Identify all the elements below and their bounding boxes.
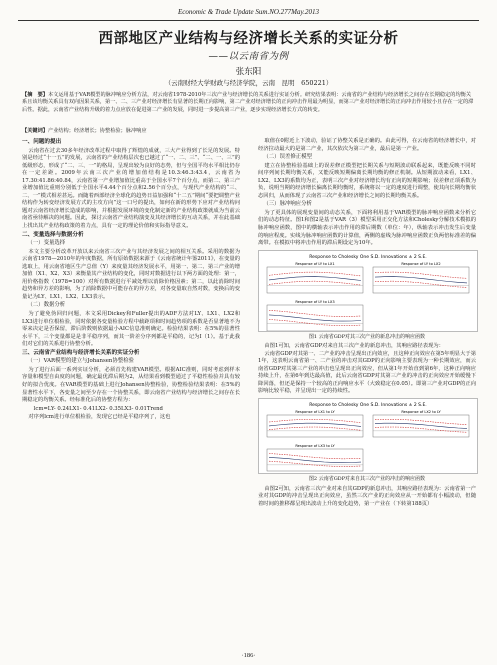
paragraph: 云南省在过去30多年经济改革过程中取得了辉煌的成就，三大产业得到了长足的发展。特别是经过“十一五”的发展，云南省的产业结构层次也已越过了“一、二、三”、“二、一、三”的低级形态，形成了“二、三、一”的格局，呈现出较为良好的态势，但与全国平均水平相比仍存在一定差距。2009年云南三次产业的增加值结构是10.3:46.3:43.4，云南省为17.30:41.86:40.84，云南省第一产业增加值比重高于全国水平7个百分点，而第二、第三产业增加值比重则分别低于全国水平4.44个百分点和2.56个百分点，与现代产业结构的“三、二、一”模式相差甚远。而随着西部经济全球化的趋势日益加强和“十二五”期间“要把调整产业结构作为转变经济发展方式的主攻方向”这一口号的提出，如何在新的形势下应对产业结构问题对云南省经济增长造成的影响，并根据发展环境的变化制定新的产业结构政策就成为当前云南省亟待解决的问题。因此，探讨云南省产业结构演变及其经济增长的互动关系，并在此基础上找出其产业结构政策的着力点，具有一定的理论价值和实际指导意义。	[22, 147, 240, 230]
response-line	[269, 423, 361, 426]
panel-title: Response of LX3 to LY	[295, 444, 335, 449]
article-subtitle: ——以云南省为例	[208, 51, 289, 62]
section-heading: 一、问题的提出	[22, 139, 62, 145]
upper-band-line	[375, 419, 467, 424]
panel-frame	[373, 415, 469, 437]
response-line	[269, 315, 361, 321]
subsection-heading: （一）VAR模型的建立与Johansen协整检验	[27, 358, 134, 365]
panel-frame	[267, 267, 363, 293]
subsection-heading: （三）脉冲响应分析	[263, 201, 312, 208]
lower-band-line	[269, 461, 361, 466]
panel-frame	[267, 305, 363, 331]
right-column	[258, 138, 476, 508]
upper-band-line	[375, 272, 467, 278]
lower-band-line	[269, 281, 361, 285]
figure-title: Response to Cholesky One S.D. Innovations ± 2 S.E.	[309, 403, 427, 409]
figure-1-caption: 图1 云南省GDP对其三次产业的新息冲击的响应函数	[308, 333, 426, 340]
paragraph: 由图2可知，云南省三次产业对来自其GDP的新息冲击，其响应路径表现为：云南省第一产业对其GDP的冲击呈现出正向效应，虽然三次产业的正向效应从一开始都有小幅波动，但随着时间的推移都呈现出波动上升的变化趋势，第一产业在（下转第188页）	[258, 485, 476, 507]
abstract-text: 本文运用基于VAR模型的脉冲响应分析方法，对云南省1978-2010年三次产业与经济增长的关系进行实证分析。研究结果表明：云南省的产业结构与经济增长之间存在长期稳定的均衡关系且该均衡关系具有双向因果关系，第一、二、三产业对经济增长有显著的长期正向影响，第二产业对经济增长的正向冲击作用最为明显，而第三产业对经济增长的正向冲击作用较小且存在一定的滞后性。据此，云南省产业结构升级的着力点应放在促进第二产业的发展，同时进一步提高第三产业，逐步实现经济增长方式的转变。	[22, 92, 474, 113]
paragraph: 为了更具体的展现变量间的动态关系，下面将利用基于VAR模型的脉冲响应函数来分析它们的动态特征。图1和图2是基于VAR（3）模型采用正交化方法和Cholesky分解技术模拟的脉冲响应函数，图中的横轴表示冲击作用的滞后期数（单位：年），纵轴表示冲击发生后变量的响应程度。实线为脉冲响应函数的计算值，两侧的虚线为脉冲响应函数正负两倍标准差的偏离带。在模拟中将冲击作用的滞后期设定为10年。	[258, 209, 476, 247]
paragraph: 对序列lcm进行单位根检验，发现它已经是平稳序列了，这也	[28, 414, 171, 421]
panel-title: Response of LY to LX2	[401, 261, 441, 266]
response-line	[269, 457, 361, 462]
keywords-label: 【关键词】	[22, 128, 48, 134]
figure-title: Response to Cholesky One S.D. Innovations ± 2 S.E.	[309, 254, 427, 260]
subsection-heading: （二）误差修正模型	[263, 154, 312, 161]
figure-2-caption: 图2 云南省GDP对来自其三次产业的冲击的响应函数	[308, 476, 426, 483]
author-affiliation: （云南财经大学财政与经济学院，云南 昆明 650221）	[164, 79, 333, 87]
subsection-heading: （一）变量选择	[27, 240, 66, 247]
subsection-heading: （二）数据分析	[27, 302, 66, 309]
author-name: 张东阳	[235, 67, 262, 77]
abstract	[22, 92, 475, 114]
section-heading: 二、变量选择与数据分析	[22, 231, 84, 238]
lower-band-line	[269, 427, 361, 430]
upper-band-line	[269, 272, 361, 276]
panel-title: Response of LX2 to LY	[401, 410, 441, 415]
paragraph: 为了进行后面一系列实证分析，必须首先构建VAR模型。根据AIC准则，同时考虑到样本容量和模型自由度的问题，确定最优滞后期为2，从结果看到模型通过了平稳性检验并具有较好的拟合优度。在VAR模型的基础上进行Johansen协整检验，协整检验结果表明：在5%的显著性水平下，各变量之间至少存在一个协整关系，即云南省产业结构与经济增长之间存在长期稳定的均衡关系。经标准化后的协整方程为：	[22, 366, 240, 404]
abstract-label: 【摘 要】	[22, 92, 48, 98]
running-header: Economic & Trade Update Sum.NO.277May.2013	[18, 6, 479, 21]
panel-title: Response of LY to LX1	[295, 261, 335, 266]
figure-1	[258, 250, 478, 332]
article-title: 西部地区产业结构与经济增长关系的实证分析	[98, 31, 399, 47]
upper-band-line	[269, 419, 361, 422]
keywords	[22, 128, 475, 135]
panel-title: Response of LX1 to LY	[295, 410, 335, 415]
lower-band-line	[269, 319, 361, 325]
figure-1-plot	[259, 251, 477, 331]
keywords-text: 产业结构；经济增长；协整检验；脉冲响应	[47, 128, 147, 134]
paragraph: 建立在协整检验基础上的误差修正模型把长期关系与短期波动联系起来，既能反映不同时间序列间长期均衡关系，又能反映短期偏离长期均衡的修正机制。从短期波动来看，LX1、LX2、LX3的系数均为正，表明三次产业对经济增长均有正向的短期影响；误差修正项系数为负，说明当期的经济增长偏离长期均衡时，系统将以一定的速度进行调整，使其向长期均衡状态回归，从而体现了云南省三次产业和经济增长之间的长期均衡关系。	[258, 162, 476, 199]
paragraph: 由图1可知，云南省GDP对来自其三次产业的新息冲击，其响应路径表现为：	[264, 343, 444, 350]
section-heading: 三、云南省产业结构与经济增长关系的实证分析	[22, 349, 140, 356]
panel-frame	[267, 449, 363, 471]
left-column	[22, 138, 240, 422]
response-line	[269, 276, 361, 280]
figure-2-plot	[259, 399, 477, 473]
page-number: ·186·	[241, 652, 256, 659]
paragraph: 取值在0附近上下波动，验证了协整关系是正确的。由此可得，在云南省的经济增长中，对经济拉动最大的是第二产业，其次依次为第三产业，最后是第一产业。	[258, 138, 476, 152]
cointegration-equation: lcm=LY- 0.24LX1- 0.41LX2- 0.35LX3- 0.01Trend	[33, 405, 163, 412]
panel-frame	[373, 267, 469, 293]
panel-title: Response of LY to LX3	[295, 299, 335, 304]
figure-2	[258, 398, 478, 474]
paragraph: 云南省GDP对其第一、二产业的冲击呈现出正向效应，且这种正向效应在第5年明显大于第1年，这表明云南省第一、二产业的冲击对其GDP的正向影响主要表现为一种长期效应，而云南省GDP对其第三产业的冲击也呈现出正向效应，但从第1年开始直到第6年，这种正向响应持续上升，在第6年到达最高值，此后云南省GDP对其第三产业的冲击的正向效应开始缓慢下降回落，但还是保持一个较高的正向响应水平（大致稳定在0.05）。即第三产业对GDP的正向影响比较平稳，并呈现出一定的持续性。	[258, 350, 476, 395]
paragraph: 为了避免伪回归问题，本文采用Dickey和Fuller提出的ADF方法对LY、LX1、LX2和LX3进行单位根检验，同时依据各变量检验方程中截距项和时间趋势项的系数是否显著地不为零来决定是否保留，滞后阶数则依据最小AIC信息准则确定。检验结果表明：在5%的显著性水平下，三个变量都是是非平稳序列，而其一阶差分序列都是平稳的，记为I（1）。基于此我们对它们的关系进行协整分析。	[22, 311, 240, 348]
paragraph: 本文主要分析改革开放以来云南省三次产业与其经济发展之间的相互关系。采用的数据为云南省1978—2010年的年度数据，所有原始数据来源于《云南省统计年鉴2011》，在变量的选取上，用云南省地区生产总值（Y）来度量其经济发展水平，用第一、第二、第三产业的增加值（X1、X2、X3）来衡量其产业结构的变化，同时对数据进行以下两方面的处理：第一，用价格指数（1978=100）对所有数据进行平减处理以消除价格因素；第二，以此消除时间趋势和异方差的影响，为了消除数据中可能存在的异方差，对各变量取自然对数，变换后的变量记为LY、LX1、LX2、LX3表示。	[22, 248, 240, 300]
panel-frame	[267, 415, 363, 437]
